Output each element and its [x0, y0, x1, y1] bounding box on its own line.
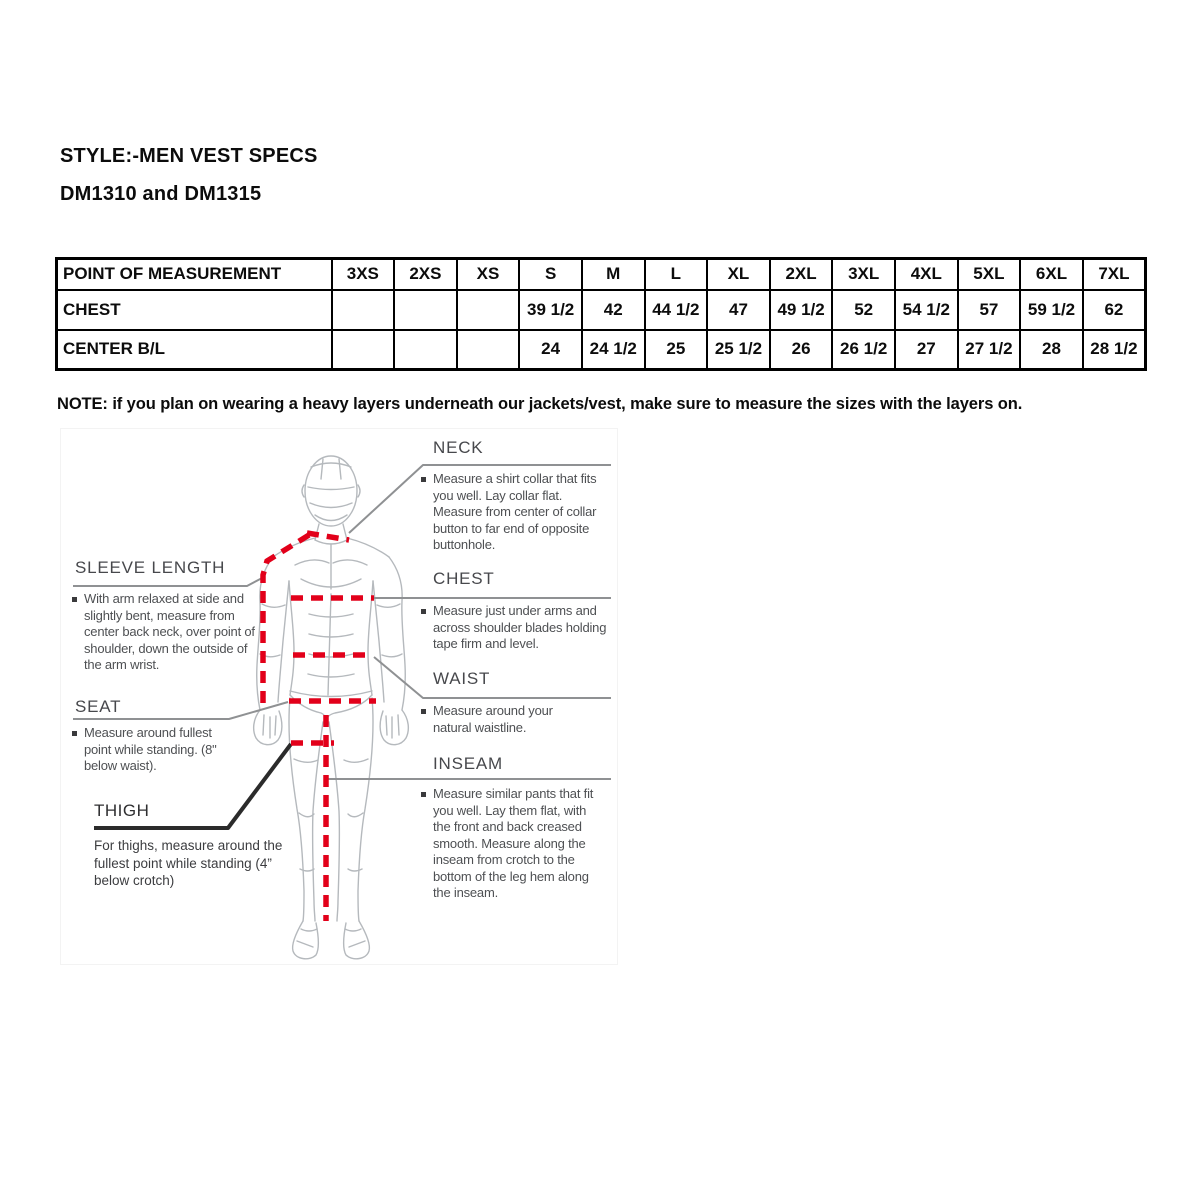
column-header: 2XS — [394, 259, 457, 290]
column-header: 5XL — [958, 259, 1021, 290]
title-block — [60, 146, 318, 204]
model-numbers: DM1310 and DM1315 — [60, 183, 262, 205]
table-cell: 49 1/2 — [770, 290, 833, 330]
column-header: 3XS — [332, 259, 395, 290]
column-header: 4XL — [895, 259, 958, 290]
table-cell: 27 1/2 — [958, 330, 1021, 370]
table-cell: 26 1/2 — [832, 330, 895, 370]
table-cell: 42 — [582, 290, 645, 330]
inseam-heading: INSEAM — [433, 754, 503, 773]
sleeve-measure-line — [263, 535, 309, 706]
table-cell: 25 1/2 — [707, 330, 770, 370]
chest-heading: CHEST — [433, 569, 495, 588]
seat-description: Measure around fullest point while standing. (8" below waist). — [71, 725, 236, 775]
measurement-diagram — [60, 428, 618, 965]
waist-heading: WAIST — [433, 669, 491, 688]
thigh-description: For thighs, measure around the fullest point while standing (4” below crotch) — [94, 838, 283, 888]
table-cell — [457, 330, 520, 370]
column-header: 6XL — [1020, 259, 1083, 290]
column-header: XS — [457, 259, 520, 290]
inseam-description: Measure similar pants that fit you well. Lay them flat, with the front and back creased smooth. Measure along the inseam from crotch to the bottom of the leg hem along the inseam. — [420, 786, 605, 902]
table-cell: 57 — [958, 290, 1021, 330]
sleeve-length-description: With arm relaxed at side and slightly bent, measure from center back neck, over point of shoulder, down the outside of the arm wrist. — [71, 591, 266, 674]
table-header-row — [57, 259, 1146, 290]
size-spec-table — [55, 257, 1147, 371]
style-title: STYLE:-MEN VEST SPECS — [60, 145, 318, 167]
column-header: M — [582, 259, 645, 290]
sleeve-length-heading: SLEEVE LENGTH — [75, 558, 226, 577]
thigh-heading: THIGH — [94, 801, 150, 820]
table-cell: 27 — [895, 330, 958, 370]
neck-heading: NECK — [433, 438, 484, 457]
row-label: CENTER B/L — [57, 330, 332, 370]
table-cell: 47 — [707, 290, 770, 330]
table-cell: 28 1/2 — [1083, 330, 1146, 370]
column-header: 7XL — [1083, 259, 1146, 290]
column-header: POINT OF MEASUREMENT — [57, 259, 332, 290]
column-header: XL — [707, 259, 770, 290]
column-header: 3XL — [832, 259, 895, 290]
table-cell: 52 — [832, 290, 895, 330]
neck-description: Measure a shirt collar that fits you well. Lay collar flat. Measure from center of collar button to far end of opposite buttonhole. — [420, 471, 611, 554]
chest-description: Measure just under arms and across shoulder blades holding tape firm and level. — [420, 603, 613, 653]
table-row-chest — [57, 290, 1146, 330]
table-cell: 62 — [1083, 290, 1146, 330]
table-cell: 59 1/2 — [1020, 290, 1083, 330]
table-cell: 44 1/2 — [645, 290, 708, 330]
column-header: 2XL — [770, 259, 833, 290]
table-cell: 26 — [770, 330, 833, 370]
table-cell — [457, 290, 520, 330]
table-cell — [394, 330, 457, 370]
table-cell — [394, 290, 457, 330]
table-cell — [332, 330, 395, 370]
table-cell: 54 1/2 — [895, 290, 958, 330]
column-header: S — [519, 259, 582, 290]
column-header: L — [645, 259, 708, 290]
table-cell: 28 — [1020, 330, 1083, 370]
table-cell — [332, 290, 395, 330]
table-cell: 24 1/2 — [582, 330, 645, 370]
table-cell: 39 1/2 — [519, 290, 582, 330]
seat-heading: SEAT — [75, 697, 122, 716]
waist-description: Measure around your natural waistline. — [420, 703, 583, 736]
table-cell: 25 — [645, 330, 708, 370]
table-row-center-bl — [57, 330, 1146, 370]
table-cell: 24 — [519, 330, 582, 370]
note-text: NOTE: if you plan on wearing a heavy layers underneath our jackets/vest, make sure to measure the sizes with the layers on. — [57, 395, 1023, 413]
row-label: CHEST — [57, 290, 332, 330]
